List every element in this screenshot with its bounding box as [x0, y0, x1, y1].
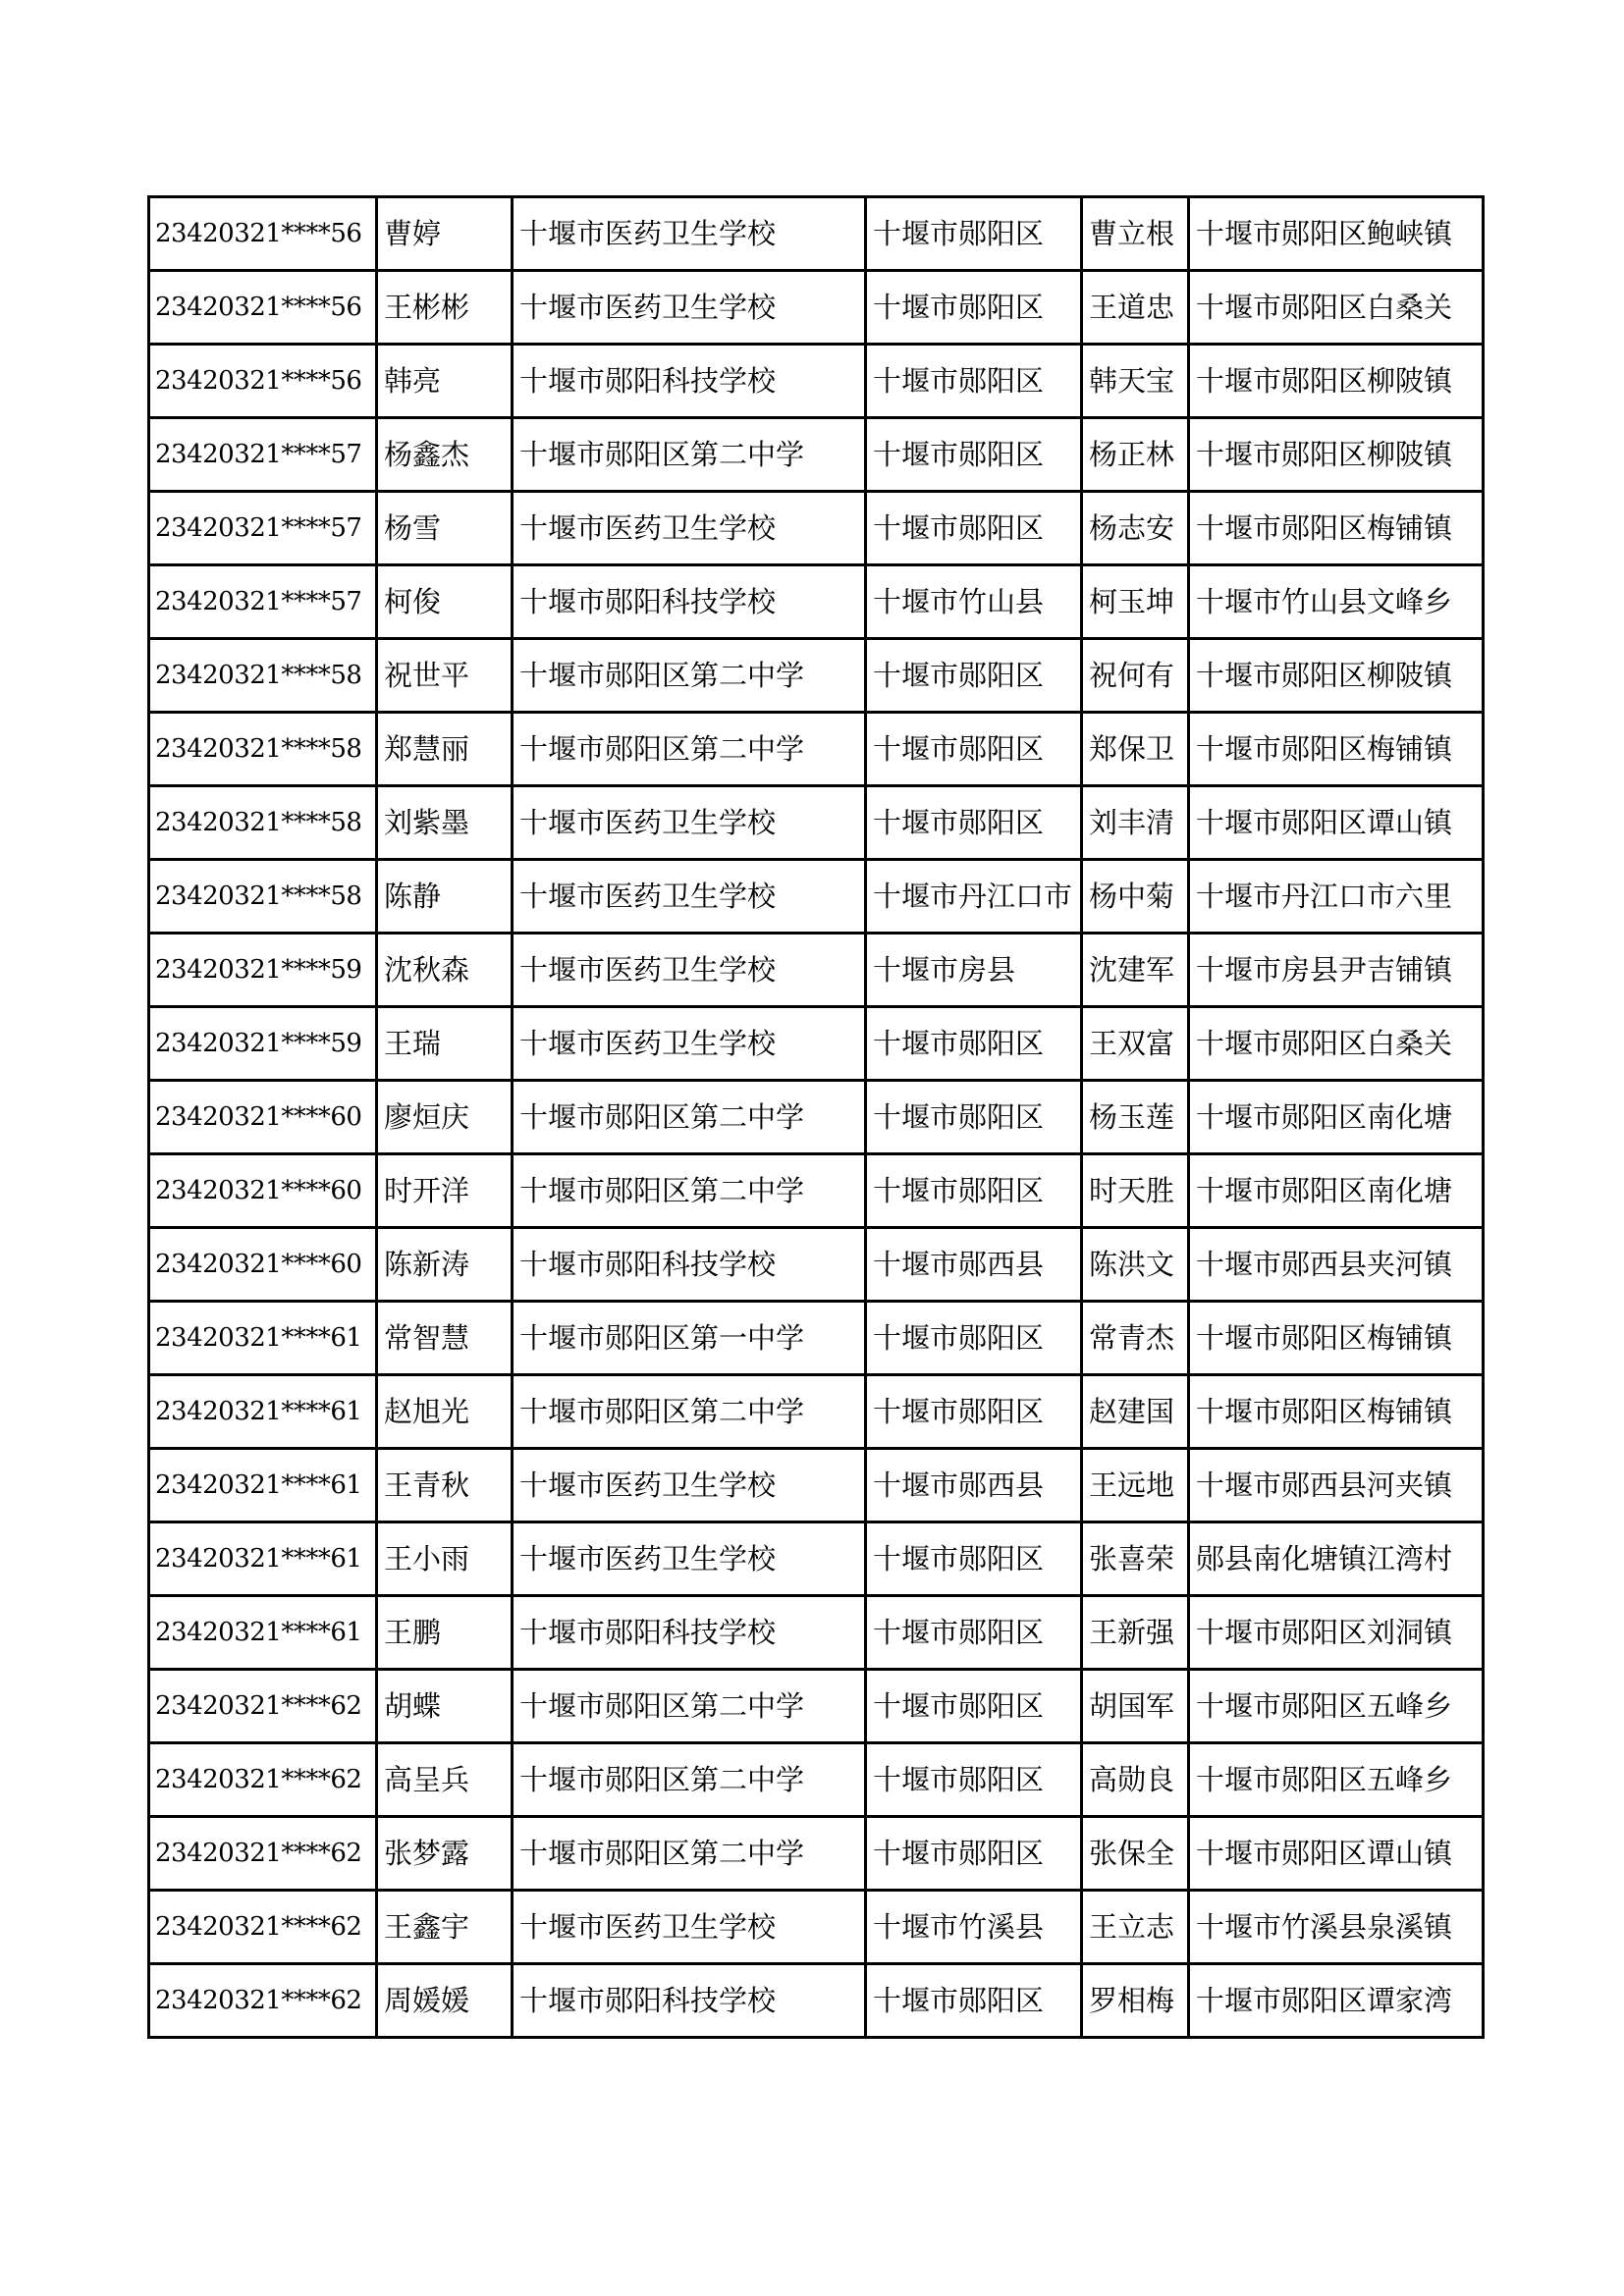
- student-id-cell: 23420321****56: [149, 345, 377, 418]
- guardian-name-cell: 王远地: [1082, 1449, 1189, 1522]
- table-row: [149, 1522, 1484, 1596]
- address-cell: 十堰市郧阳区五峰乡: [1189, 1670, 1484, 1743]
- region-cell: 十堰市郧阳区: [866, 1154, 1082, 1228]
- region-cell: 十堰市郧西县: [866, 1449, 1082, 1522]
- student-name-cell: 胡蝶: [377, 1670, 513, 1743]
- school-cell: 十堰市郧阳科技学校: [513, 1228, 866, 1302]
- school-cell: 十堰市郧阳区第二中学: [513, 418, 866, 492]
- student-name-cell: 韩亮: [377, 345, 513, 418]
- student-name-cell: 王小雨: [377, 1522, 513, 1596]
- student-id-cell: 23420321****57: [149, 492, 377, 565]
- student-id-cell: 23420321****59: [149, 1007, 377, 1081]
- guardian-name-cell: 王道忠: [1082, 271, 1189, 345]
- guardian-name-cell: 杨玉莲: [1082, 1081, 1189, 1154]
- region-cell: 十堰市郧阳区: [866, 1522, 1082, 1596]
- student-name-cell: 沈秋森: [377, 934, 513, 1007]
- region-cell: 十堰市郧阳区: [866, 713, 1082, 786]
- school-cell: 十堰市郧阳区第二中学: [513, 1743, 866, 1817]
- student-name-cell: 郑慧丽: [377, 713, 513, 786]
- student-id-cell: 23420321****60: [149, 1228, 377, 1302]
- table-row: [149, 1007, 1484, 1081]
- address-cell: 十堰市郧阳区梅铺镇: [1189, 492, 1484, 565]
- address-cell: 十堰市郧阳区白桑关: [1189, 1007, 1484, 1081]
- table-row: [149, 1964, 1484, 2038]
- address-cell: 十堰市丹江口市六里: [1189, 860, 1484, 934]
- address-cell: 十堰市郧阳区白桑关: [1189, 271, 1484, 345]
- school-cell: 十堰市郧阳区第二中学: [513, 1670, 866, 1743]
- table-row: [149, 565, 1484, 639]
- student-id-cell: 23420321****60: [149, 1081, 377, 1154]
- school-cell: 十堰市郧阳科技学校: [513, 565, 866, 639]
- table-row: [149, 934, 1484, 1007]
- region-cell: 十堰市郧阳区: [866, 639, 1082, 713]
- guardian-name-cell: 杨中菊: [1082, 860, 1189, 934]
- school-cell: 十堰市医药卫生学校: [513, 1522, 866, 1596]
- table-row: [149, 1375, 1484, 1449]
- region-cell: 十堰市丹江口市: [866, 860, 1082, 934]
- guardian-name-cell: 王立志: [1082, 1891, 1189, 1964]
- student-id-cell: 23420321****58: [149, 786, 377, 860]
- table-row: [149, 345, 1484, 418]
- region-cell: 十堰市郧阳区: [866, 271, 1082, 345]
- table-row: [149, 1302, 1484, 1375]
- school-cell: 十堰市医药卫生学校: [513, 271, 866, 345]
- student-name-cell: 常智慧: [377, 1302, 513, 1375]
- region-cell: 十堰市郧阳区: [866, 197, 1082, 271]
- school-cell: 十堰市郧阳区第一中学: [513, 1302, 866, 1375]
- school-cell: 十堰市郧阳区第二中学: [513, 1375, 866, 1449]
- guardian-name-cell: 常青杰: [1082, 1302, 1189, 1375]
- school-cell: 十堰市郧阳区第二中学: [513, 1817, 866, 1891]
- school-cell: 十堰市郧阳区第二中学: [513, 1081, 866, 1154]
- address-cell: 十堰市郧阳区柳陂镇: [1189, 418, 1484, 492]
- student-id-cell: 23420321****59: [149, 934, 377, 1007]
- school-cell: 十堰市郧阳区第二中学: [513, 1154, 866, 1228]
- student-name-cell: 高呈兵: [377, 1743, 513, 1817]
- table-row: [149, 639, 1484, 713]
- student-id-cell: 23420321****58: [149, 639, 377, 713]
- region-cell: 十堰市郧阳区: [866, 1817, 1082, 1891]
- address-cell: 十堰市郧阳区刘洞镇: [1189, 1596, 1484, 1670]
- student-name-cell: 王鑫宇: [377, 1891, 513, 1964]
- address-cell: 十堰市郧阳区柳陂镇: [1189, 345, 1484, 418]
- region-cell: 十堰市郧阳区: [866, 345, 1082, 418]
- address-cell: 十堰市郧阳区五峰乡: [1189, 1743, 1484, 1817]
- student-name-cell: 杨雪: [377, 492, 513, 565]
- school-cell: 十堰市郧阳科技学校: [513, 1964, 866, 2038]
- region-cell: 十堰市竹溪县: [866, 1891, 1082, 1964]
- table-row: [149, 1154, 1484, 1228]
- guardian-name-cell: 王新强: [1082, 1596, 1189, 1670]
- table-row: [149, 197, 1484, 271]
- school-cell: 十堰市郧阳区第二中学: [513, 639, 866, 713]
- table-row: [149, 860, 1484, 934]
- region-cell: 十堰市郧阳区: [866, 1302, 1082, 1375]
- region-cell: 十堰市郧阳区: [866, 1007, 1082, 1081]
- student-id-cell: 23420321****57: [149, 418, 377, 492]
- student-name-cell: 杨鑫杰: [377, 418, 513, 492]
- region-cell: 十堰市郧阳区: [866, 492, 1082, 565]
- table-row: [149, 1670, 1484, 1743]
- table-row: [149, 786, 1484, 860]
- region-cell: 十堰市郧阳区: [866, 1596, 1082, 1670]
- student-id-cell: 23420321****57: [149, 565, 377, 639]
- school-cell: 十堰市医药卫生学校: [513, 197, 866, 271]
- student-name-cell: 柯俊: [377, 565, 513, 639]
- address-cell: 十堰市竹溪县泉溪镇: [1189, 1891, 1484, 1964]
- student-id-cell: 23420321****56: [149, 197, 377, 271]
- school-cell: 十堰市医药卫生学校: [513, 1007, 866, 1081]
- guardian-name-cell: 刘丰清: [1082, 786, 1189, 860]
- guardian-name-cell: 曹立根: [1082, 197, 1189, 271]
- table-row: [149, 1081, 1484, 1154]
- school-cell: 十堰市医药卫生学校: [513, 1891, 866, 1964]
- guardian-name-cell: 罗相梅: [1082, 1964, 1189, 2038]
- student-name-cell: 赵旭光: [377, 1375, 513, 1449]
- guardian-name-cell: 王双富: [1082, 1007, 1189, 1081]
- school-cell: 十堰市医药卫生学校: [513, 786, 866, 860]
- guardian-name-cell: 张保全: [1082, 1817, 1189, 1891]
- student-id-cell: 23420321****62: [149, 1964, 377, 2038]
- table-row: [149, 1228, 1484, 1302]
- guardian-name-cell: 祝何有: [1082, 639, 1189, 713]
- table-row: [149, 1891, 1484, 1964]
- address-cell: 十堰市郧阳区谭山镇: [1189, 1817, 1484, 1891]
- address-cell: 十堰市郧阳区梅铺镇: [1189, 713, 1484, 786]
- address-cell: 十堰市郧阳区谭山镇: [1189, 786, 1484, 860]
- roster-table-body: [149, 197, 1484, 2038]
- address-cell: 十堰市郧阳区南化塘: [1189, 1081, 1484, 1154]
- table-row: [149, 1596, 1484, 1670]
- region-cell: 十堰市房县: [866, 934, 1082, 1007]
- region-cell: 十堰市郧阳区: [866, 786, 1082, 860]
- school-cell: 十堰市医药卫生学校: [513, 860, 866, 934]
- student-name-cell: 周媛媛: [377, 1964, 513, 2038]
- table-row: [149, 713, 1484, 786]
- guardian-name-cell: 韩天宝: [1082, 345, 1189, 418]
- region-cell: 十堰市郧阳区: [866, 1081, 1082, 1154]
- guardian-name-cell: 杨志安: [1082, 492, 1189, 565]
- student-id-cell: 23420321****61: [149, 1375, 377, 1449]
- address-cell: 十堰市郧阳区梅铺镇: [1189, 1375, 1484, 1449]
- address-cell: 十堰市郧阳区鲍峡镇: [1189, 197, 1484, 271]
- region-cell: 十堰市郧阳区: [866, 418, 1082, 492]
- student-name-cell: 曹婷: [377, 197, 513, 271]
- guardian-name-cell: 郑保卫: [1082, 713, 1189, 786]
- student-id-cell: 23420321****58: [149, 713, 377, 786]
- guardian-name-cell: 杨正林: [1082, 418, 1189, 492]
- guardian-name-cell: 柯玉坤: [1082, 565, 1189, 639]
- student-id-cell: 23420321****62: [149, 1743, 377, 1817]
- table-row: [149, 271, 1484, 345]
- student-name-cell: 张梦露: [377, 1817, 513, 1891]
- guardian-name-cell: 张喜荣: [1082, 1522, 1189, 1596]
- address-cell: 十堰市郧阳区柳陂镇: [1189, 639, 1484, 713]
- guardian-name-cell: 赵建国: [1082, 1375, 1189, 1449]
- table-row: [149, 1743, 1484, 1817]
- roster-table: [147, 195, 1485, 2039]
- address-cell: 郧县南化塘镇江湾村: [1189, 1522, 1484, 1596]
- school-cell: 十堰市医药卫生学校: [513, 1449, 866, 1522]
- guardian-name-cell: 时天胜: [1082, 1154, 1189, 1228]
- student-name-cell: 时开洋: [377, 1154, 513, 1228]
- student-id-cell: 23420321****61: [149, 1449, 377, 1522]
- address-cell: 十堰市郧阳区谭家湾: [1189, 1964, 1484, 2038]
- school-cell: 十堰市郧阳科技学校: [513, 345, 866, 418]
- school-cell: 十堰市郧阳区第二中学: [513, 713, 866, 786]
- guardian-name-cell: 陈洪文: [1082, 1228, 1189, 1302]
- student-name-cell: 刘紫墨: [377, 786, 513, 860]
- student-name-cell: 王鹏: [377, 1596, 513, 1670]
- region-cell: 十堰市郧阳区: [866, 1743, 1082, 1817]
- guardian-name-cell: 胡国军: [1082, 1670, 1189, 1743]
- student-id-cell: 23420321****61: [149, 1596, 377, 1670]
- region-cell: 十堰市郧阳区: [866, 1375, 1082, 1449]
- student-id-cell: 23420321****58: [149, 860, 377, 934]
- student-name-cell: 陈静: [377, 860, 513, 934]
- student-name-cell: 祝世平: [377, 639, 513, 713]
- student-name-cell: 王彬彬: [377, 271, 513, 345]
- school-cell: 十堰市医药卫生学校: [513, 934, 866, 1007]
- student-id-cell: 23420321****60: [149, 1154, 377, 1228]
- address-cell: 十堰市郧阳区南化塘: [1189, 1154, 1484, 1228]
- region-cell: 十堰市郧阳区: [866, 1964, 1082, 2038]
- student-id-cell: 23420321****62: [149, 1891, 377, 1964]
- student-id-cell: 23420321****56: [149, 271, 377, 345]
- student-name-cell: 王瑞: [377, 1007, 513, 1081]
- student-id-cell: 23420321****61: [149, 1302, 377, 1375]
- region-cell: 十堰市郧阳区: [866, 1670, 1082, 1743]
- student-name-cell: 王青秋: [377, 1449, 513, 1522]
- address-cell: 十堰市竹山县文峰乡: [1189, 565, 1484, 639]
- table-row: [149, 418, 1484, 492]
- table-row: [149, 1817, 1484, 1891]
- address-cell: 十堰市郧西县河夹镇: [1189, 1449, 1484, 1522]
- student-id-cell: 23420321****62: [149, 1670, 377, 1743]
- table-row: [149, 1449, 1484, 1522]
- region-cell: 十堰市郧西县: [866, 1228, 1082, 1302]
- address-cell: 十堰市房县尹吉铺镇: [1189, 934, 1484, 1007]
- guardian-name-cell: 高勋良: [1082, 1743, 1189, 1817]
- student-name-cell: 廖烜庆: [377, 1081, 513, 1154]
- address-cell: 十堰市郧阳区梅铺镇: [1189, 1302, 1484, 1375]
- address-cell: 十堰市郧西县夹河镇: [1189, 1228, 1484, 1302]
- student-id-cell: 23420321****61: [149, 1522, 377, 1596]
- guardian-name-cell: 沈建军: [1082, 934, 1189, 1007]
- school-cell: 十堰市医药卫生学校: [513, 492, 866, 565]
- region-cell: 十堰市竹山县: [866, 565, 1082, 639]
- table-row: [149, 492, 1484, 565]
- school-cell: 十堰市郧阳科技学校: [513, 1596, 866, 1670]
- student-name-cell: 陈新涛: [377, 1228, 513, 1302]
- student-id-cell: 23420321****62: [149, 1817, 377, 1891]
